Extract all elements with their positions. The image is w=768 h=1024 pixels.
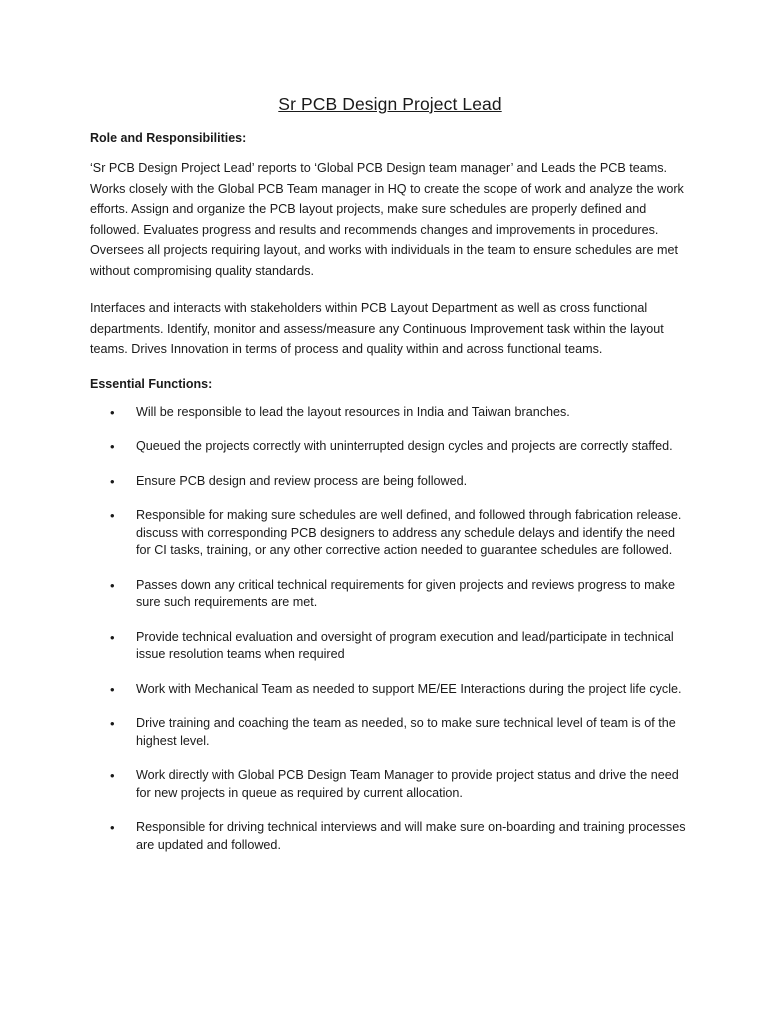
- list-item: [90, 438, 690, 456]
- list-item-text: Work with Mechanical Team as needed to support ME/EE Interactions during the project life cycle.: [136, 681, 682, 696]
- role-paragraph-2: Interfaces and interacts with stakeholders within PCB Layout Department as well as cross functional departments. Identify, monitor and assess/measure any Continuous Improvement task within the layout teams. Drives Innovation in terms of process and quality within and across functional teams.: [90, 301, 664, 356]
- list-item-text: Responsible for making sure schedules are well defined, and followed through fabrication release. discuss with corresponding PCB designers to address any schedule delays and identify the need for CI tasks, training, or any other corrective action needed to guarantee schedules are followed.: [136, 508, 682, 557]
- list-item-text: Ensure PCB design and review process are being followed.: [136, 473, 468, 488]
- bullet-icon: •: [110, 404, 115, 420]
- bullet-icon: •: [110, 716, 115, 731]
- list-item-text: Work directly with Global PCB Design Team Manager to provide project status and drive the need for new projects in queue as required by current allocation.: [136, 768, 679, 800]
- list-item: [90, 577, 690, 612]
- bullet-icon: •: [110, 768, 115, 783]
- list-item: [90, 681, 690, 699]
- list-item-text: Will be responsible to lead the layout resources in India and Taiwan branches.: [136, 404, 570, 419]
- list-item-text: Drive training and coaching the team as needed, so to make sure technical level of team is of the highest level.: [136, 716, 676, 748]
- bullet-icon: •: [110, 473, 115, 489]
- list-item-text: Provide technical evaluation and oversight of program execution and lead/participate in technical issue resolution teams when required: [136, 629, 674, 661]
- document-page: [90, 94, 690, 871]
- bullet-icon: •: [110, 508, 115, 523]
- list-item: [90, 767, 690, 802]
- list-item: [90, 819, 690, 854]
- page-title: Sr PCB Design Project Lead: [278, 94, 502, 114]
- list-item: [90, 404, 690, 422]
- list-item: [90, 507, 690, 560]
- list-item: [90, 715, 690, 750]
- bullet-icon: •: [110, 820, 115, 835]
- bullet-icon: •: [110, 681, 115, 697]
- role-paragraph-1: ‘Sr PCB Design Project Lead’ reports to ‘Global PCB Design team manager’ and Leads the PCB teams. Works closely with the Global PCB Team manager in HQ to create the scope of work and analyze the work efforts. Assign and organize the PCB layout projects, make sure schedules are properly defined and followed. Evaluates progress and results and recommends changes and improvements in procedures. Oversees all projects requiring layout, and works with individuals in the team to ensure schedules are met without compromising quality standards.: [90, 161, 684, 278]
- bullet-icon: •: [110, 629, 115, 645]
- list-item: [90, 629, 690, 664]
- functions-heading: Essential Functions:: [90, 376, 213, 391]
- bullet-icon: •: [110, 439, 115, 454]
- list-item-text: Queued the projects correctly with uninterrupted design cycles and projects are correctly staffed.: [136, 439, 673, 453]
- list-item-text: Passes down any critical technical requirements for given projects and reviews progress to make sure such requirements are met.: [136, 577, 675, 609]
- bullet-icon: •: [110, 577, 115, 593]
- functions-list: [90, 404, 690, 855]
- list-item-text: Responsible for driving technical interviews and will make sure on-boarding and training processes are updated and followed.: [136, 820, 686, 852]
- role-heading: Role and Responsibilities:: [90, 131, 247, 145]
- list-item: [90, 473, 690, 491]
